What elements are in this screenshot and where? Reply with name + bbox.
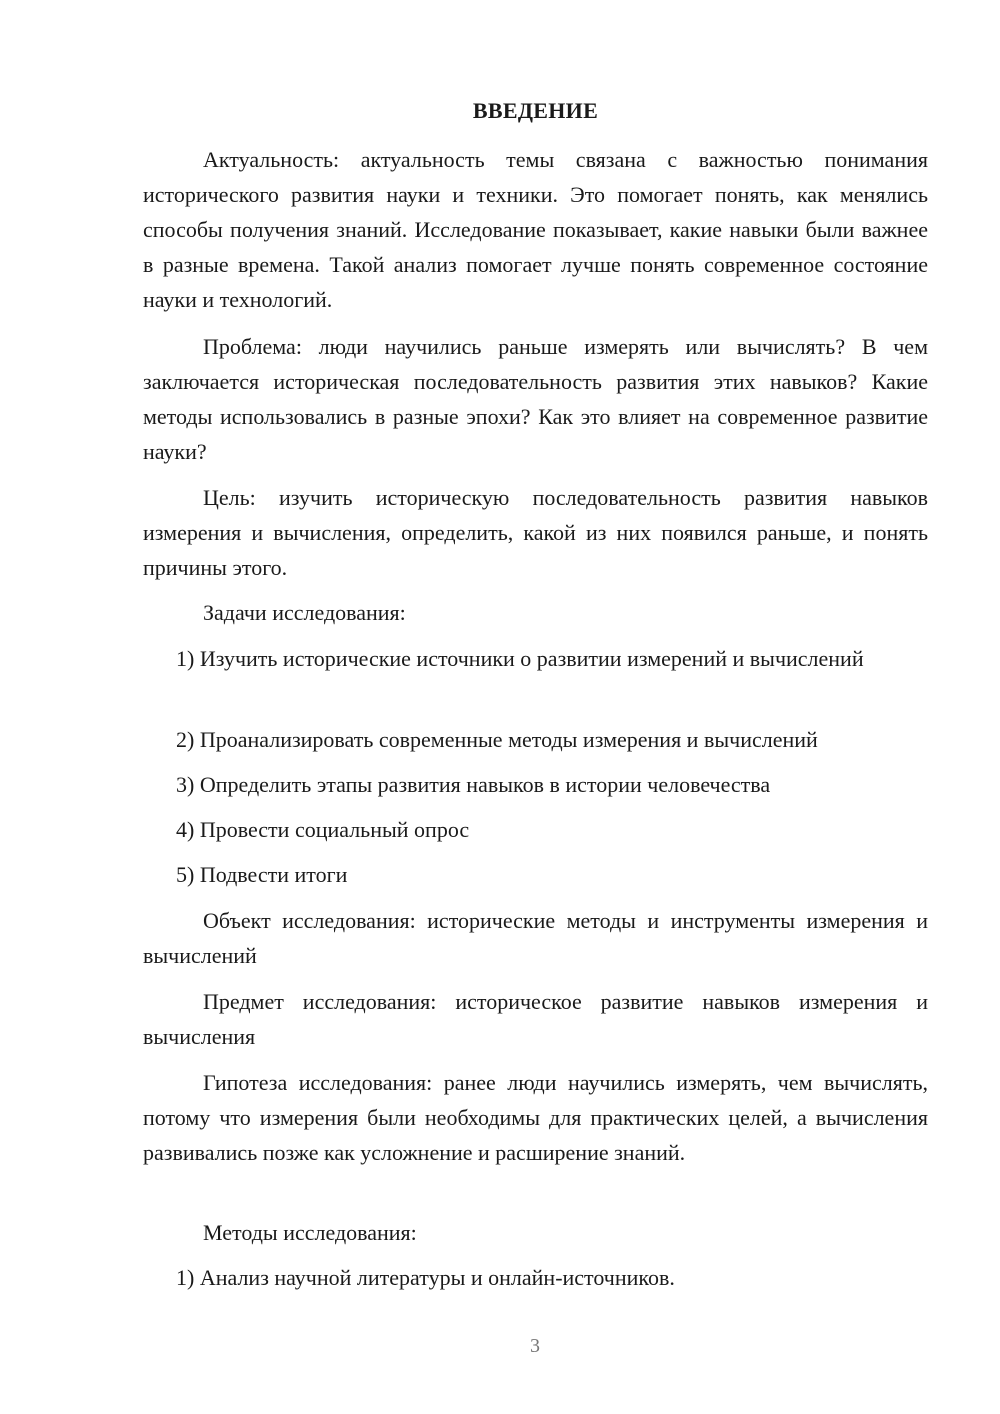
- hypothesis-paragraph: Гипотеза исследования: ранее люди научились измерять, чем вычислять, потому что измерения были необходимы для практических целей, а вычисления развивались позже как усложнение и расширение знаний.: [143, 1070, 928, 1165]
- subject-paragraph: Предмет исследования: историческое развитие навыков измерения и вычисления: [143, 989, 928, 1049]
- section-heading: ВВЕДЕНИЕ: [472, 98, 599, 123]
- page-number: 3: [530, 1335, 540, 1357]
- object-paragraph: Объект исследования: исторические методы и инструменты измерения и вычислений: [143, 908, 928, 968]
- task-item-3: 3) Определить этапы развития навыков в истории человечества: [176, 772, 771, 797]
- methods-title: Методы исследования:: [203, 1220, 417, 1245]
- problem-paragraph: Проблема: люди научились раньше измерять или вычислять? В чем заключается историческая последовательность развития этих навыков? Какие методы использовались в разные эпохи? Как это влияет на современное развитие науки?: [143, 334, 928, 464]
- tasks-title: Задачи исследования:: [203, 600, 406, 625]
- task-item-1: 1) Изучить исторические источники о развитии измерений и вычислений: [176, 646, 864, 671]
- method-item-1: 1) Анализ научной литературы и онлайн-источников.: [176, 1265, 675, 1290]
- task-item-4: 4) Провести социальный опрос: [176, 817, 470, 842]
- task-item-5: 5) Подвести итоги: [176, 862, 348, 887]
- relevance-paragraph: Актуальность: актуальность темы связана с важностью понимания исторического развития науки и техники. Это помогает понять, как менялись способы получения знаний. Исследование показывает, какие навыки были важнее в разные времена. Такой анализ помогает лучше понять современное состояние науки и технологий.: [143, 147, 928, 312]
- goal-paragraph: Цель: изучить историческую последовательность развития навыков измерения и вычисления, определить, какой из них появился раньше, и понять причины этого.: [143, 485, 928, 580]
- task-item-2: 2) Проанализировать современные методы измерения и вычислений: [176, 727, 818, 752]
